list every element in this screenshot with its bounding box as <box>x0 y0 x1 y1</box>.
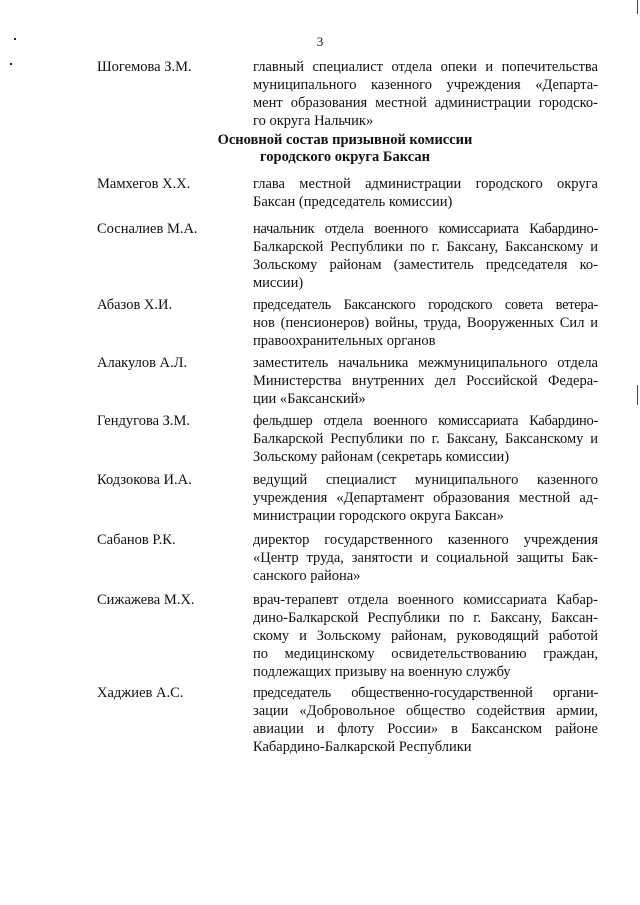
role-line: муниципального казенного учреждения «Департа- <box>253 77 598 93</box>
role-line: ведущий специалист муниципального казенного <box>253 472 598 488</box>
role-line: Кабардино-Балкарской Республики <box>253 739 472 755</box>
member-role <box>253 591 598 681</box>
role-line: председатель общественно-государственной органи- <box>253 685 598 701</box>
role-line: зации «Добровольное общество содействия армии, <box>253 703 598 719</box>
scan-edge-mark <box>637 385 638 405</box>
role-line: председатель Баксанского городского совета ветера- <box>253 297 598 313</box>
role-line: дино-Балкарской Республики по г. Баксану, Баксан- <box>253 610 598 626</box>
member-role <box>253 296 598 350</box>
role-line: врач-терапевт отдела военного комиссариата Кабар- <box>253 592 598 608</box>
role-line: начальник отдела военного комиссариата Кабардино- <box>253 221 598 237</box>
member-role <box>253 175 598 211</box>
role-line: ции «Баксанский» <box>253 391 366 407</box>
role-line: мент образования местной администрации городско- <box>253 95 598 111</box>
member-role <box>253 58 598 130</box>
scan-speck <box>14 38 16 40</box>
section-heading <box>190 132 500 166</box>
role-line: Баксан (председатель комиссии) <box>253 194 453 210</box>
member-name: Алакулов А.Л. <box>97 355 188 371</box>
role-line: Зольскому районам (заместитель председателя ко- <box>253 257 598 273</box>
member-role <box>253 220 598 292</box>
member-name: Шогемова З.М. <box>97 59 192 75</box>
section-title-line-1: Основной состав призывной комиссии <box>217 132 473 148</box>
role-line: нов (пенсионеров) войны, труда, Вооруженных Сил и <box>253 315 598 331</box>
member-name: Абазов Х.И. <box>97 297 173 313</box>
scan-edge-mark <box>637 0 638 14</box>
scan-speck <box>10 63 12 65</box>
role-line: Министерства внутренних дел Российской Федера- <box>253 373 598 389</box>
role-line: директор государственного казенного учреждения <box>253 532 598 548</box>
member-name: Мамхегов Х.Х. <box>97 176 191 192</box>
section-title-line-2: городского округа Баксан <box>260 149 430 165</box>
member-role <box>253 684 598 756</box>
page-number: 3 <box>316 34 324 49</box>
role-line: миссии) <box>253 275 304 291</box>
role-line: «Центр труда, занятости и социальной защиты Бак- <box>253 550 598 566</box>
role-line: правоохранительных органов <box>253 333 436 349</box>
role-line: авиации и флоту России» в Баксанском районе <box>253 721 598 737</box>
role-line: заместитель начальника межмуниципального отдела <box>253 355 598 371</box>
role-line: Балкарской Республики по г. Баксану, Баксанскому и <box>253 431 598 447</box>
role-line: глава местной администрации городского округа <box>253 176 598 192</box>
member-role <box>253 354 598 408</box>
member-role <box>253 531 598 585</box>
role-line: главный специалист отдела опеки и попечительства <box>253 59 598 75</box>
role-line: скому и Зольскому районам, руководящий работой <box>253 628 598 644</box>
member-name: Кодзокова И.А. <box>97 472 192 488</box>
role-line: санского района» <box>253 568 361 584</box>
member-role <box>253 412 598 466</box>
member-name: Сижажева М.Х. <box>97 592 195 608</box>
role-line: подлежащих призыву на военную службу <box>253 664 511 680</box>
role-line: фельдшер отдела военного комиссариата Кабардино- <box>253 413 598 429</box>
member-name: Хаджиев А.С. <box>97 685 184 701</box>
role-line: го округа Нальчик» <box>253 113 374 129</box>
member-role <box>253 471 598 525</box>
member-name: Гендугова З.М. <box>97 413 191 429</box>
role-line: по медицинскому освидетельствованию граждан, <box>253 646 598 662</box>
member-name: Сосналиев М.А. <box>97 221 198 237</box>
role-line: учреждения «Департамент образования местной ад- <box>253 490 598 506</box>
role-line: министрации городского округа Баксан» <box>253 508 504 524</box>
role-line: Зольскому районам (секретарь комиссии) <box>253 449 510 465</box>
role-line: Балкарской Республики по г. Баксану, Баксанскому и <box>253 239 598 255</box>
member-name: Сабанов Р.К. <box>97 532 176 548</box>
